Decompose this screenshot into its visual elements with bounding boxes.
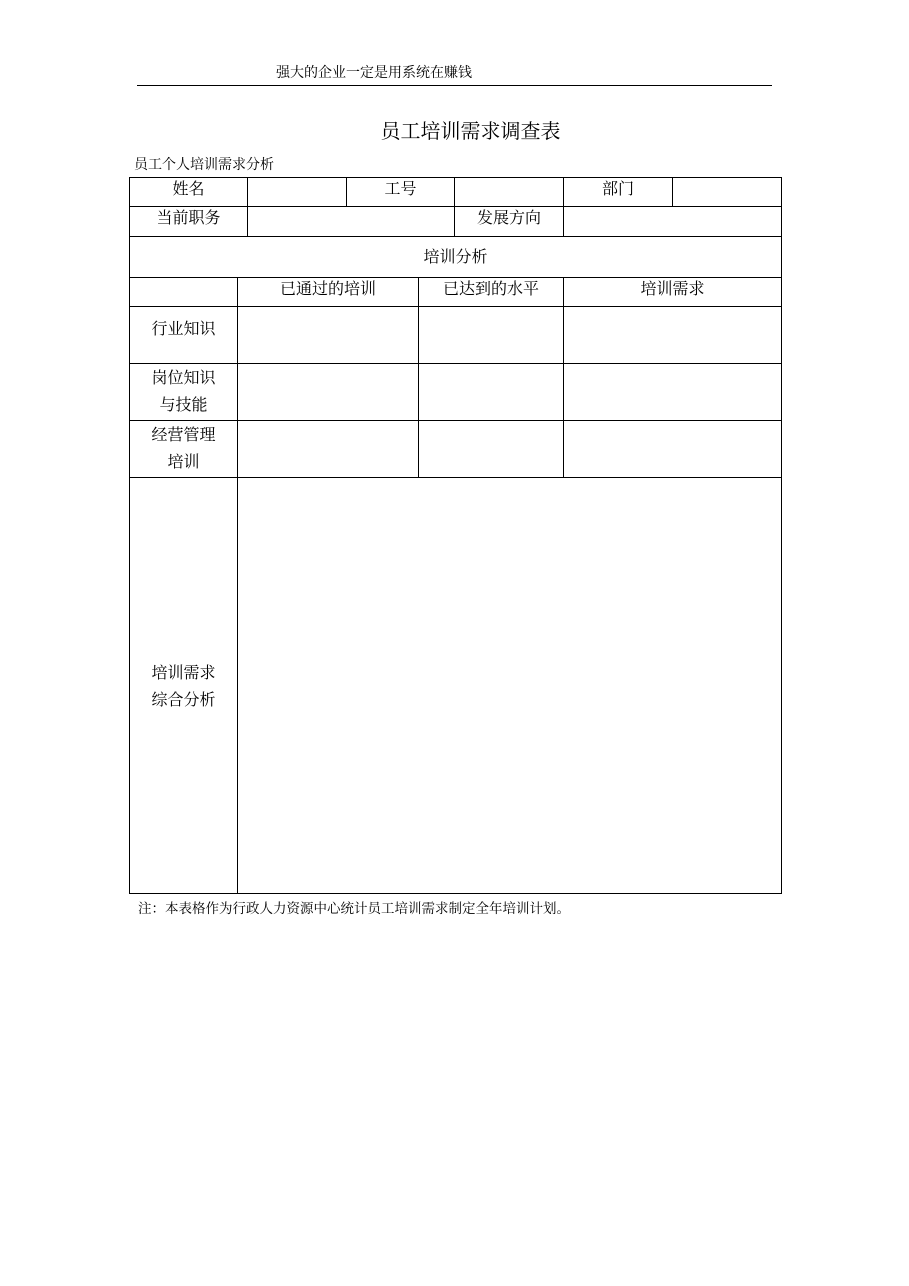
header-slogan: 强大的企业一定是用系统在赚钱 (276, 65, 472, 81)
row-label-business-management-training (130, 421, 238, 478)
summary-analysis-label (130, 478, 238, 894)
department-label: 部门 (564, 178, 673, 207)
name-field[interactable] (248, 178, 347, 207)
department-field[interactable] (673, 178, 782, 207)
summary-label-line: 培训需求 (151, 662, 216, 682)
column-header-completed-training: 已通过的培训 (238, 278, 419, 307)
development-direction-label: 发展方向 (455, 207, 564, 237)
achieved-level-cell[interactable] (419, 307, 564, 364)
table-row (130, 307, 782, 364)
training-analysis-heading: 培训分析 (130, 237, 782, 278)
header-divider (137, 85, 772, 86)
training-needs-cell[interactable] (564, 364, 782, 421)
training-needs-cell[interactable] (564, 421, 782, 478)
column-header-achieved-level: 已达到的水平 (419, 278, 564, 307)
row-label-industry-knowledge (130, 307, 238, 364)
current-position-label: 当前职务 (130, 207, 248, 237)
achieved-level-cell[interactable] (419, 364, 564, 421)
employee-id-field[interactable] (455, 178, 564, 207)
row-label-job-knowledge-skills (130, 364, 238, 421)
row-label-line: 行业知识 (151, 319, 216, 338)
training-needs-form (129, 177, 782, 894)
corner-cell (130, 278, 238, 307)
name-label: 姓名 (130, 178, 248, 207)
training-needs-cell[interactable] (564, 307, 782, 364)
column-header-training-needs: 培训需求 (564, 278, 782, 307)
table-row (130, 421, 782, 478)
completed-training-cell[interactable] (238, 421, 419, 478)
achieved-level-cell[interactable] (419, 421, 564, 478)
summary-analysis-field[interactable] (238, 478, 782, 894)
table-row (130, 364, 782, 421)
completed-training-cell[interactable] (238, 307, 419, 364)
document-title: 员工培训需求调查表 (380, 119, 561, 143)
development-direction-field[interactable] (564, 207, 782, 237)
footnote: 注：本表格作为行政人力资源中心统计员工培训需求制定全年培训计划。 (138, 901, 570, 917)
employee-id-label: 工号 (347, 178, 455, 207)
row-label-line: 岗位知识 (151, 368, 216, 387)
completed-training-cell[interactable] (238, 364, 419, 421)
row-label-line: 经营管理 (151, 425, 216, 444)
section-subtitle: 员工个人培训需求分析 (134, 157, 274, 173)
row-label-line: 培训 (167, 452, 200, 471)
current-position-field[interactable] (248, 207, 455, 237)
summary-label-line: 综合分析 (151, 689, 216, 709)
row-label-line: 与技能 (159, 395, 208, 414)
